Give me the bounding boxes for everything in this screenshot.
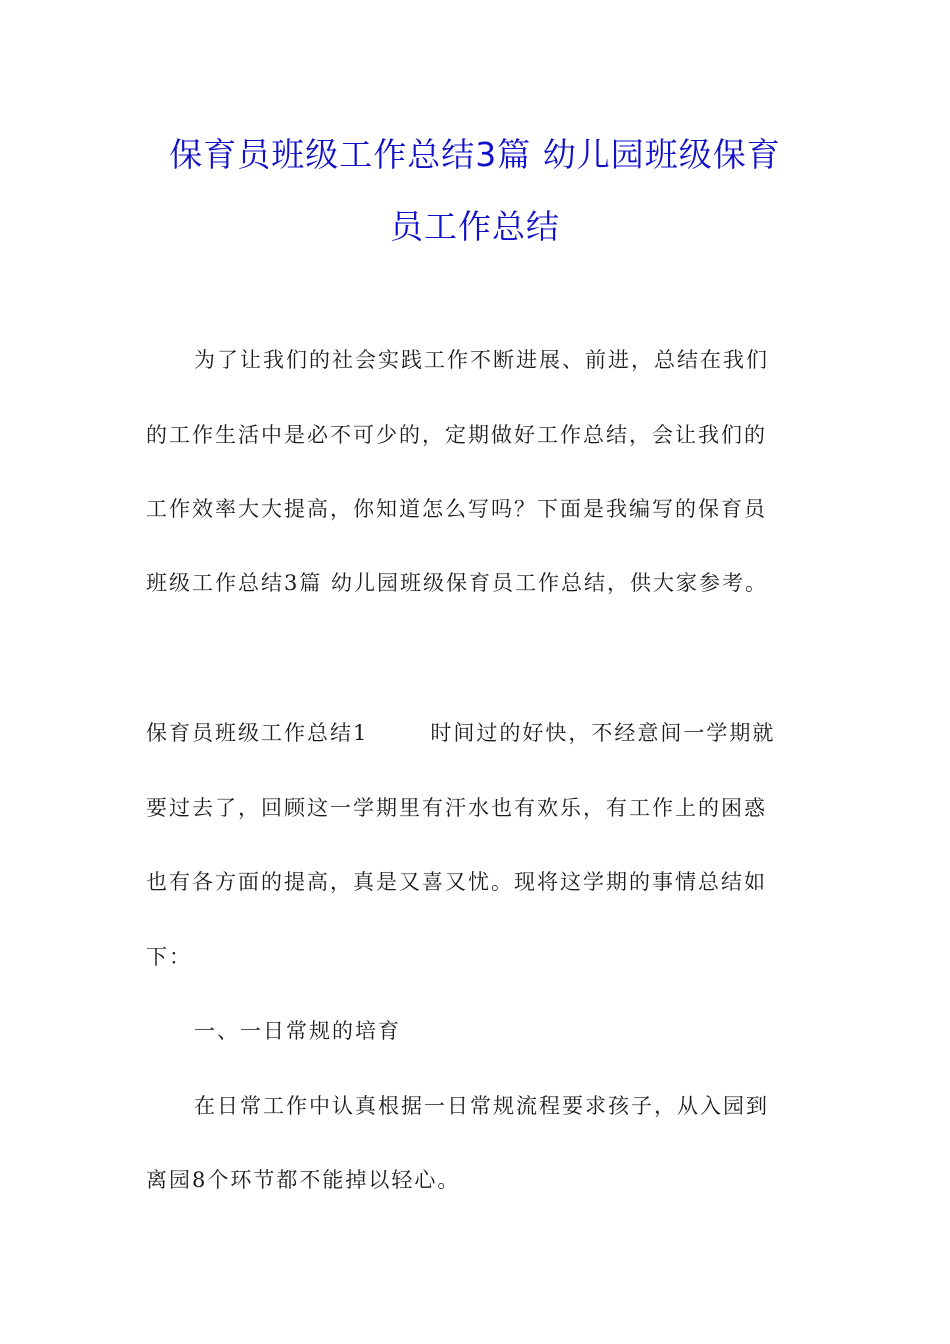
section-1-text-start: 时间过的好快，不经意间一学期就 [430,721,776,745]
section-1-first-line [146,718,775,748]
document-title-line-2: 员工作总结 [390,207,560,246]
subsection-1-line-1: 在日常工作中认真根据一日常规流程要求孩子，从入园到 [194,1094,769,1118]
intro-line-1: 为了让我们的社会实践工作不断进展、前进，总结在我们 [194,348,769,372]
intro-line-4: 班级工作总结3篇 幼儿园班级保育员工作总结，供大家参考。 [146,571,769,595]
subsection-1-line-2: 离园8个环节都不能掉以轻心。 [146,1168,461,1192]
section-1-line-4: 下： [146,945,192,969]
subsection-1-heading: 一、一日常规的培育 [194,1019,401,1043]
intro-line-2: 的工作生活中是必不可少的，定期做好工作总结，会让我们的 [146,423,767,447]
section-1-heading: 保育员班级工作总结1 [146,721,369,745]
intro-line-3: 工作效率大大提高，你知道怎么写吗？下面是我编写的保育员 [146,497,767,521]
section-1-line-2: 要过去了，回顾这一学期里有汗水也有欢乐，有工作上的困惑 [146,796,767,820]
section-1-line-3: 也有各方面的提高，真是又喜又忧。现将这学期的事情总结如 [146,870,767,894]
document-title-line-1: 保育员班级工作总结3篇 幼儿园班级保育 [169,135,781,174]
